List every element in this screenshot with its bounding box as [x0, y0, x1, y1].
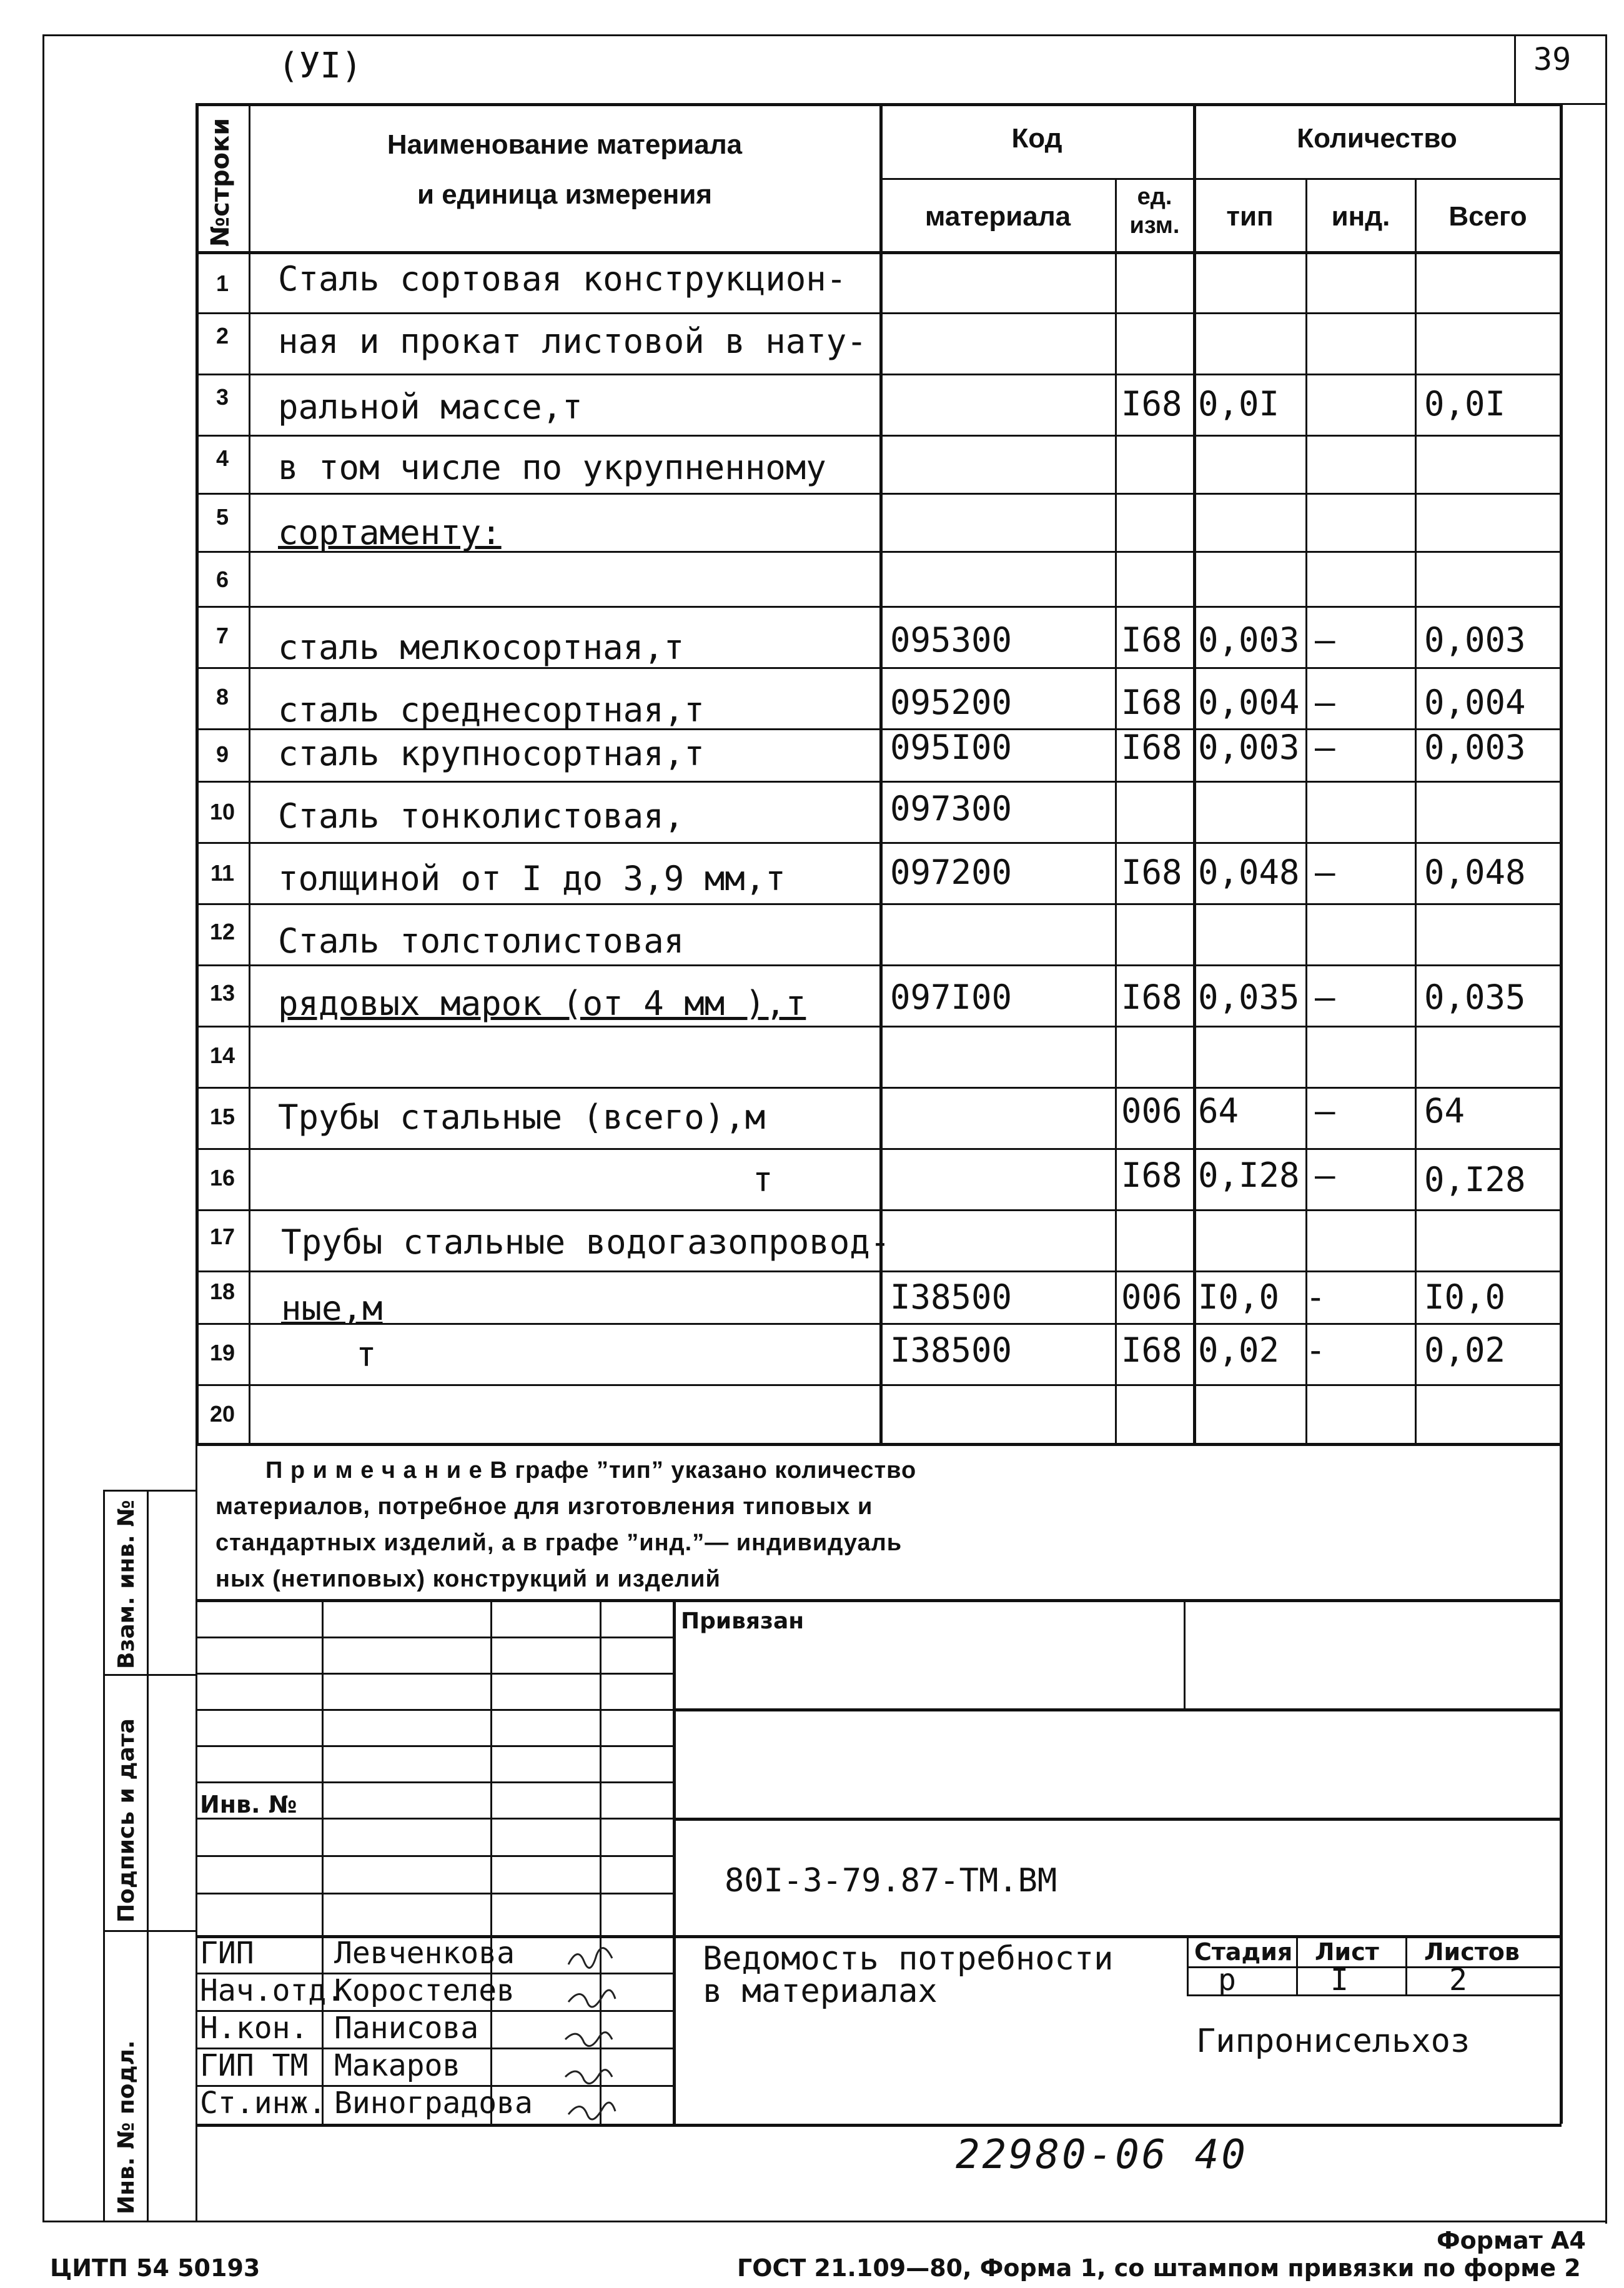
header-quantity: Количество — [1297, 123, 1457, 154]
side-strip-left — [103, 1490, 105, 2221]
stamp-right-edge — [1560, 1443, 1563, 2124]
material-name: сталь мелкосортная,т — [278, 628, 685, 667]
material-name: сталь среднесортная,т — [278, 690, 705, 730]
stamp-row — [196, 1709, 673, 1711]
row-number: 4 — [215, 445, 229, 471]
unit-code: 006 — [1121, 1277, 1182, 1317]
stage-col — [1296, 1935, 1298, 1994]
qty-ind: - — [1305, 1277, 1326, 1317]
header-name-line2: и единица измерения — [417, 179, 713, 210]
top-border — [42, 34, 1607, 36]
qty-type: 0,I28 — [1198, 1156, 1300, 1195]
row-number: 9 — [215, 741, 229, 767]
sheets-label: Листов — [1424, 1938, 1520, 1966]
note-line2: материалов, потребное для изготовления типовых и — [215, 1493, 873, 1520]
material-name: ные,м — [281, 1289, 383, 1328]
qty-total: 0,035 — [1424, 978, 1526, 1017]
document-code: 80I-3-79.87-ТМ.ВМ — [725, 1862, 1057, 1899]
organization-name: Гипронисельхоз — [1196, 2023, 1470, 2060]
person-name: Виноградова — [334, 2086, 533, 2121]
qty-type: 0,003 — [1198, 728, 1300, 767]
col-divider — [1415, 178, 1417, 1443]
label-podpis-data: Подпись и дата — [114, 1718, 139, 1923]
format-label: Формат А4 — [1437, 2227, 1586, 2254]
stamp-left-edge — [196, 1443, 197, 2221]
material-name: ная и прокат листовой в нату- — [278, 322, 867, 361]
qty-total: 0,003 — [1424, 728, 1526, 767]
person-name: Коростелев — [334, 1973, 515, 2008]
sheets-value: 2 — [1449, 1963, 1467, 1998]
stage-value: р — [1218, 1963, 1236, 1998]
material-code: 095300 — [890, 620, 1013, 660]
row-number: 3 — [215, 384, 229, 410]
person-role: Нач.отд. — [200, 1973, 345, 2008]
stage-label: Стадия — [1194, 1938, 1293, 1966]
privyazan-label: Привязан — [681, 1608, 805, 1634]
stamp-row — [196, 1673, 673, 1675]
header-type: тип — [1226, 201, 1274, 232]
bottom-border — [42, 2221, 1607, 2222]
row-number: 20 — [209, 1401, 235, 1427]
note-line1: П р и м е ч а н и е В графе ”тип” указано количество — [265, 1457, 917, 1483]
row-number: 17 — [209, 1224, 235, 1249]
material-code: 095200 — [890, 683, 1013, 722]
header-total: Всего — [1448, 201, 1527, 232]
row-number: 16 — [209, 1165, 235, 1191]
stamp-main-divider — [673, 1599, 676, 2124]
row-number: 19 — [209, 1340, 235, 1365]
page-number-divider — [1514, 34, 1516, 104]
material-name: Сталь сортовая конструкцион- — [278, 259, 847, 299]
row-number: 10 — [209, 799, 235, 825]
table-bottom — [197, 1443, 1562, 1446]
qty-ind: – — [1315, 853, 1335, 892]
material-name: сортаменту: — [278, 513, 502, 552]
unit-code: 006 — [1121, 1091, 1182, 1131]
person-role: Н.кон. — [200, 2011, 309, 2046]
sheet-label: Лист — [1315, 1938, 1379, 1966]
right-border — [1605, 34, 1607, 2224]
header-unit-line1: ед. — [1137, 184, 1172, 210]
qty-type: 0,004 — [1198, 683, 1300, 722]
header-row-number: №строки — [206, 117, 235, 247]
header-ind: инд. — [1331, 201, 1390, 232]
material-name: т — [356, 1335, 377, 1374]
footer-left: ЦИТП 54 50193 — [50, 2254, 260, 2282]
qty-type: 0,0I — [1198, 384, 1280, 423]
person-name: Левченкова — [334, 1936, 515, 1971]
note-line3: стандартных изделий, а в графе ”инд.”— индивидуаль — [215, 1530, 903, 1556]
stage-row — [1187, 1966, 1562, 1968]
material-code: 097300 — [890, 789, 1013, 828]
unit-code: I68 — [1121, 1156, 1182, 1195]
handwritten-number: 22980-06 40 — [956, 2132, 1248, 2178]
header-material: материала — [924, 201, 1071, 232]
side-strip-divider — [147, 1490, 149, 2221]
row-number: 7 — [215, 623, 229, 648]
sheet-value: I — [1330, 1963, 1349, 1998]
qty-ind: – — [1315, 683, 1335, 722]
material-name: Трубы стальные (всего),м — [278, 1097, 766, 1137]
person-role: ГИП — [200, 1936, 254, 1971]
document-title-line1: Ведомость потребности — [703, 1940, 1114, 1978]
qty-total: 0,004 — [1424, 683, 1526, 722]
sheet-label: (УI) — [278, 46, 362, 86]
side-strip-top — [103, 1490, 197, 1492]
qty-type: 0,003 — [1198, 620, 1300, 660]
qty-ind: – — [1315, 978, 1335, 1017]
stamp-top — [196, 1599, 1562, 1602]
left-margin-line — [42, 34, 44, 2221]
footer-gost: ГОСТ 21.109—80, Форма 1, со штампом привязки по форме 2 — [737, 2254, 1581, 2282]
person-name: Макаров — [334, 2048, 461, 2083]
qty-type: I0,0 — [1198, 1277, 1280, 1317]
material-name: в том числе по укрупненному — [278, 448, 826, 487]
row-number: 11 — [210, 860, 235, 886]
qty-ind: - — [1305, 1330, 1326, 1370]
col-divider — [1193, 103, 1196, 1443]
row-number: 5 — [215, 504, 229, 530]
qty-ind: – — [1315, 620, 1335, 660]
signatures — [562, 1936, 668, 2124]
stage-col — [1187, 1935, 1189, 1994]
stage-col — [1405, 1935, 1407, 1994]
header-code: Код — [1011, 123, 1062, 154]
stamp-row — [196, 1855, 673, 1857]
person-role: ГИП ТМ — [200, 2048, 309, 2083]
material-code: I38500 — [890, 1277, 1013, 1317]
material-name: т — [753, 1160, 773, 1199]
unit-code: I68 — [1121, 620, 1182, 660]
row-number: 13 — [209, 980, 235, 1006]
unit-code: I68 — [1121, 853, 1182, 892]
unit-code: I68 — [1121, 384, 1182, 423]
note-line4: ных (нетиповых) конструкций и изделий — [215, 1566, 721, 1592]
qty-type: 64 — [1198, 1091, 1239, 1131]
material-name: рядовых марок (от 4 мм ),т — [278, 984, 806, 1023]
side-strip-line — [103, 1930, 197, 1932]
qty-total: 0,003 — [1424, 620, 1526, 660]
col-divider — [1115, 178, 1117, 1443]
qty-total: 64 — [1424, 1091, 1465, 1131]
stamp-col — [490, 1599, 492, 2124]
material-name: ральной массе,т — [278, 387, 583, 427]
stamp-line — [673, 1818, 1561, 1821]
qty-total: I0,0 — [1424, 1277, 1506, 1317]
qty-total: 0,048 — [1424, 853, 1526, 892]
col-right-edge — [1560, 103, 1563, 1443]
row-number: 2 — [215, 323, 229, 349]
side-strip-line — [103, 1674, 197, 1676]
row-number: 1 — [215, 270, 229, 296]
stamp-col — [322, 1599, 324, 2124]
header-unit-line2: изм. — [1129, 212, 1180, 239]
person-name: Панисова — [334, 2011, 479, 2046]
label-vzam-inv: Взам. инв. № — [114, 1500, 139, 1669]
page-number: 39 — [1533, 41, 1572, 77]
header-sub-line — [881, 178, 1562, 180]
row-number: 14 — [209, 1042, 235, 1068]
stamp-row — [196, 1781, 673, 1783]
qty-total: 0,0I — [1424, 384, 1506, 423]
material-name: толщиной от I до 3,9 мм,т — [278, 859, 786, 898]
stamp-row — [196, 1745, 673, 1747]
material-code: 097200 — [890, 853, 1013, 892]
qty-ind: – — [1315, 1091, 1335, 1131]
row-number: 6 — [215, 567, 229, 592]
qty-type: 0,048 — [1198, 853, 1300, 892]
qty-total: 0,I28 — [1424, 1160, 1526, 1199]
unit-code: I68 — [1121, 728, 1182, 767]
stamp-row — [196, 1893, 673, 1894]
material-name: Трубы стальные водогазопровод- — [281, 1222, 891, 1262]
material-code: 095I00 — [890, 728, 1013, 767]
row-number: 15 — [209, 1104, 235, 1129]
material-code: I38500 — [890, 1330, 1013, 1370]
header-name-line1: Наименование материала — [387, 129, 743, 160]
material-name: сталь крупносортная,т — [278, 734, 705, 773]
row-number: 12 — [209, 919, 235, 944]
stamp-row — [196, 1637, 673, 1638]
row-number: 8 — [215, 684, 229, 710]
unit-code: I68 — [1121, 978, 1182, 1017]
unit-code: I68 — [1121, 1330, 1182, 1370]
col-divider — [1305, 178, 1307, 1443]
stamp-privyazan-divider — [1184, 1599, 1186, 1708]
qty-ind: – — [1315, 728, 1335, 767]
stamp-bottom — [196, 2124, 1562, 2127]
person-role: Ст.инж. — [200, 2086, 327, 2121]
qty-total: 0,02 — [1424, 1330, 1506, 1370]
material-name: Сталь тонколистовая, — [278, 796, 685, 836]
unit-code: I68 — [1121, 683, 1182, 722]
qty-type: 0,035 — [1198, 978, 1300, 1017]
qty-ind: – — [1315, 1156, 1335, 1195]
stage-row — [1187, 1994, 1562, 1996]
stamp-line — [673, 1708, 1561, 1711]
inv-no-label: Инв. № — [200, 1791, 297, 1818]
material-name: Сталь толстолистовая — [278, 921, 685, 961]
col-divider — [249, 103, 250, 1443]
material-code: 097I00 — [890, 978, 1013, 1017]
qty-type: 0,02 — [1198, 1330, 1280, 1370]
document-title-line2: в материалах — [703, 1973, 938, 2010]
row-number: 18 — [209, 1279, 235, 1304]
label-inv-podl: Инв. № подл. — [114, 2040, 139, 2214]
